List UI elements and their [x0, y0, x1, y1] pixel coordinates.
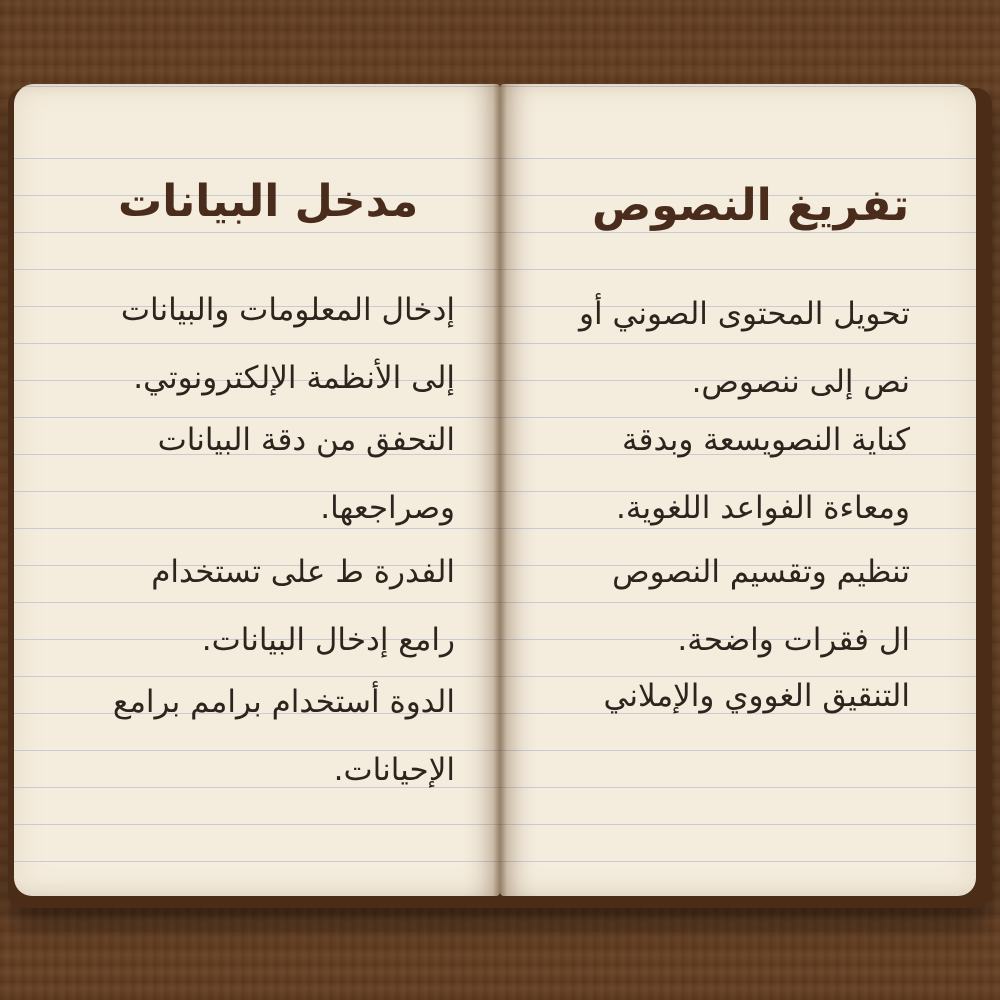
entry-line: تنظيم وتقسيم النصوص	[612, 554, 910, 590]
entry-line: الفدرة ط على تستخدام	[151, 554, 455, 590]
entry-line: الدوة أستخدام برامم برامع	[112, 684, 455, 720]
right-entry	[579, 280, 910, 416]
entry-line: التنقيق الغووي والإملاني	[603, 678, 910, 714]
entry-line: التحفق من دقة البيانات	[157, 422, 455, 458]
notebook-spine	[493, 84, 507, 896]
entry-line: تحويل المحتوى الصوني أو	[579, 296, 910, 332]
left-entry	[113, 668, 455, 804]
entry-line: نص إلى ننصوص.	[691, 364, 910, 400]
right-entry	[612, 538, 910, 674]
right-entry	[604, 662, 910, 730]
right-entry	[616, 406, 910, 542]
entry-line: إدخال المعلومات والبيانات	[120, 292, 455, 328]
left-entry	[151, 538, 455, 674]
left-page-title: مدخل البيانات	[118, 176, 419, 227]
entry-line: كناية النصويسعة وبدقة	[622, 422, 910, 458]
entry-line: إلى الأنظمة الإلكترونوتي.	[133, 360, 455, 396]
entry-line: وصراجعها.	[320, 490, 455, 526]
entry-line: الإحيانات.	[333, 752, 455, 788]
left-entry	[121, 276, 455, 412]
entry-line: ومعاءة الفواعد اللغوية.	[615, 490, 910, 526]
entry-line: رامع إدخال البيانات.	[201, 622, 455, 658]
entry-line: ال فقرات واضحة.	[677, 622, 910, 658]
right-page-title: تفريغ النصوص	[592, 180, 910, 231]
left-entry	[158, 406, 455, 542]
